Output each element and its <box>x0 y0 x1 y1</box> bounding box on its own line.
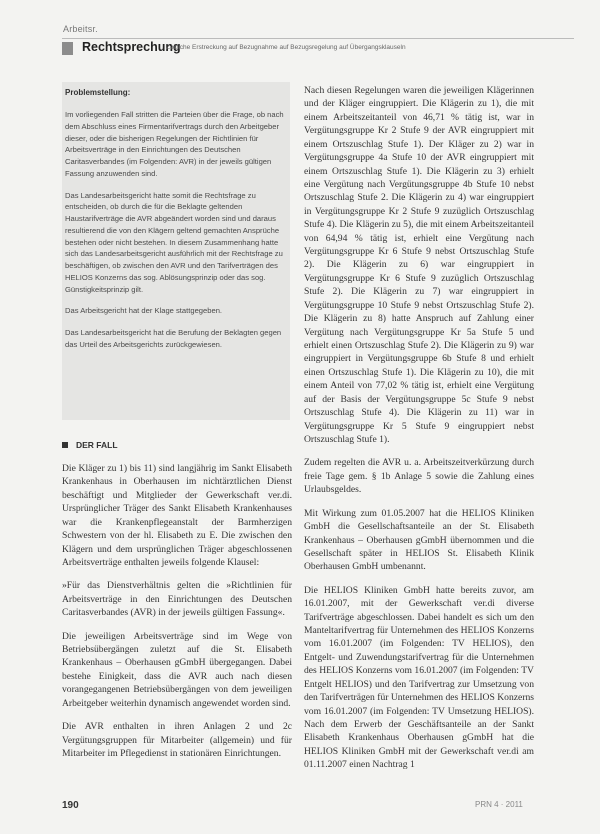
page-number: 190 <box>62 800 79 811</box>
section-kicker: Arbeitsr. <box>63 24 98 34</box>
body-paragraph: Die AVR enthalten in ihren Anlagen 2 und 2c Vergütungsgruppen für Mitarbeiter (allgemein) und für Mitarbeiter im Pflegedienst in stationären Einrichtungen. <box>62 721 292 760</box>
body-paragraph: »Für das Dienstverhältnis gelten die »Richtlinien für Arbeitsverträge in den Einrichtungen des Deutschen Caritasverbandes (AVR) in der jeweils gültigen Fassung«. <box>62 580 292 619</box>
body-paragraph: Mit Wirkung zum 01.05.2007 hat die HELIOS Kliniken GmbH die Gesellschaftsanteile an der St. Elisabeth Krankenhaus – Oberhausen gGmbH übernommen und die Gesellschaft später in HELIOS St. Elisabeth Klinik Oberhausen GmbH umbenannt. <box>304 507 534 573</box>
body-paragraph: Die HELIOS Kliniken GmbH hatte bereits zuvor, am 16.01.2007, mit der Gewerkschaft ver.di diverse Tarifverträge abgeschlossen. Dabei handelt es sich um den Manteltarifvertrag für Unternehmen des HELIOS Konzerns vom 16.01.2007 (im Folgenden: TV HELIOS), den Entgelt- und Zuwendungstarifvertrag für die Unternehmen des HELIOS Konzerns vom 16.01.2007 (im Folgenden: TV Entgelt HELIOS) und den Tarifvertrag zur Umsetzung von den Tarifverträgen für Unternehmen des HELIOS Konzerns vom 16.01.2007 (im Folgenden: TV Umsetzung HELIOS). Nach dem Erwerb der Geschäftsanteile an der Sankt Elisabeth Krankenhaus Oberhausen gGmbH hat die HELIOS Kliniken GmbH mit der Gewerkschaft ver.di am 01.11.2007 einen Nachtrag 1 <box>304 584 534 771</box>
issue-label: PRN 4 · 2011 <box>475 800 523 809</box>
section-heading <box>62 440 118 450</box>
problem-heading: Problemstellung: <box>65 88 131 97</box>
left-column <box>62 462 292 770</box>
header-marker <box>62 42 73 55</box>
section-bullet-icon <box>62 442 68 448</box>
body-paragraph: Nach diesen Regelungen waren die jeweiligen Klägerinnen und der Kläger eingruppiert. Die Klägerin zu 1), die mit einem Arbeitszeitanteil von 46,71 % tätig ist, war in Vergütungsgruppe Kr 2 Stufe 9 der AVR eingruppiert mit einem Ortszuschlag Stufe 1). Der Kläger zu 2) war in Vergütungsgruppe 4a Stufe 10 der AVR eingruppiert mit einem Ortszuschlag Stufe 1). Die Klägerin zu 3) erhielt eine Vergütung nach Vergütungsgruppe 4b Stufe 10 nebst Ortszuschlag Stufe 2. Die Klägerin zu 4) war eingruppiert in Vergütungsgruppe Kr 2 Stufe 9 zuzüglich Ortszuschlag Stufe 4). Die Klägerin zu 5), die mit einem Arbeitszeitanteil von 64,94 % tätig ist, erhielt eine Vergütung nach Vergütungsgruppe Kr 6 Stufe 9 nebst Ortszuschlag Stufe 2). Die Klägerin zu 6) war eingruppiert in Vergütungsgruppe Kr 6 Stufe 9 zuzüglich Ortszuschlag Stufe 2). Die Klägerin zu 7) war eingruppiert in Vergütungsgruppe 10 Stufe 9 nebst Ortszuschlag Stufe 2). Die Klägerin zu 8) hatte Anspruch auf Zahlung einer Vergütung nach Vergütungsgruppe Kr 5a Stufe 5 und erhielt einen Ortszuschlag Stufe 2). Die Klägerin zu 9) war eingruppiert in Vergütungsgruppe 6b Stufe 8 und erhielt einen Ortszuschlag Stufe 1). Die Klägerin zu 10), die mit einem Anteil von 77,02 % tätig ist, erhielt eine Vergütung auf der Basis der Vergütungsgruppe 5c Stufe 9 nebst Ortszuschlag Stufe 4). Die Klägerin zu 11) war in Vergütungsgruppe Kr 5 Stufe 9 eingruppiert nebst Ortszuschlag Stufe 1). <box>304 85 534 445</box>
problem-paragraph: Das Landesarbeitsgericht hatte somit die Rechtsfrage zu entscheiden, ob durch die für die Beklagte geltenden Haustarifverträge die AVR abgeändert worden sind und daraus resultierend die von den Klägern geltend gemachten Ansprüche bestehen oder nicht bestehen. In diesem Zusammenhang hatte sich das Landesarbeitsgericht ausführlich mit der Rechtsfrage zu beschäftigen, ob zwischen den AVR und den Tarifverträgen des HELIOS Konzerns das sog. Ablösungsprinzip oder das sog. Günstigkeitsprinzip gilt. <box>65 190 283 294</box>
problem-paragraph: Im vorliegenden Fall stritten die Parteien über die Frage, ob nach dem Abschluss eines Firmentarifvertrags durch den Arbeitgeber dieser, oder die bisherigen Regelungen der Richtlinien für Arbeitsverträge in den Einrichtungen des Deutschen Caritasverbandes (im Folgenden: AVR) in der jeweils gültigen Fassung anzuwenden sind. <box>65 110 284 178</box>
problem-box-content <box>65 88 285 361</box>
body-paragraph: Die jeweiligen Arbeitsverträge sind im Wege von Betriebsübergängen zuletzt auf die St. Elisabeth Krankenhaus – Oberhausen gGmbH übergegangen. Dabei bestehe Einigkeit, dass die AVR auch nach diesen vorangegangenen Betriebsübergängen von dem jeweiligen Arbeitgeber weiterhin dynamisch angewendet worden sind. <box>62 630 292 709</box>
page-title: Rechtsprechung <box>82 40 181 54</box>
problem-paragraph: Das Arbeitsgericht hat der Klage stattgegeben. <box>65 306 223 316</box>
header-rule <box>62 38 574 39</box>
page-subtitle: Zeitliche Erstreckung auf Bezugnahme auf Bezugsregelung auf Übergangsklauseln <box>166 44 406 51</box>
section-heading-label: DER FALL <box>76 440 118 450</box>
body-paragraph: Die Kläger zu 1) bis 11) sind langjährig im Sankt Elisabeth Krankenhaus in Oberhausen im nichtärztlichen Dienst beschäftigt und Mitglieder der Gewerkschaft ver.di. Ursprünglicher Träger des Sankt Elisabeth Krankenhauses war die Krankenpflegeanstalt der Barmherzigen Schwestern von der hl. Elisabeth zu E. Die zwischen den Klägern und dem ursprünglichen Träger abgeschlossenen Arbeitsverträge enthalten jeweils folgende Klausel: <box>62 463 292 568</box>
right-column <box>304 84 534 782</box>
problem-paragraph: Das Landesarbeitsgericht hat die Berufung der Beklagten gegen das Urteil des Arbeitsgerichts zurückgewiesen. <box>65 328 282 350</box>
body-paragraph: Zudem regelten die AVR u. a. Arbeitszeitverkürzung durch freie Tage gem. § 1b Anlage 5 sowie die Zahlung eines Urlaubsgeldes. <box>304 457 534 496</box>
